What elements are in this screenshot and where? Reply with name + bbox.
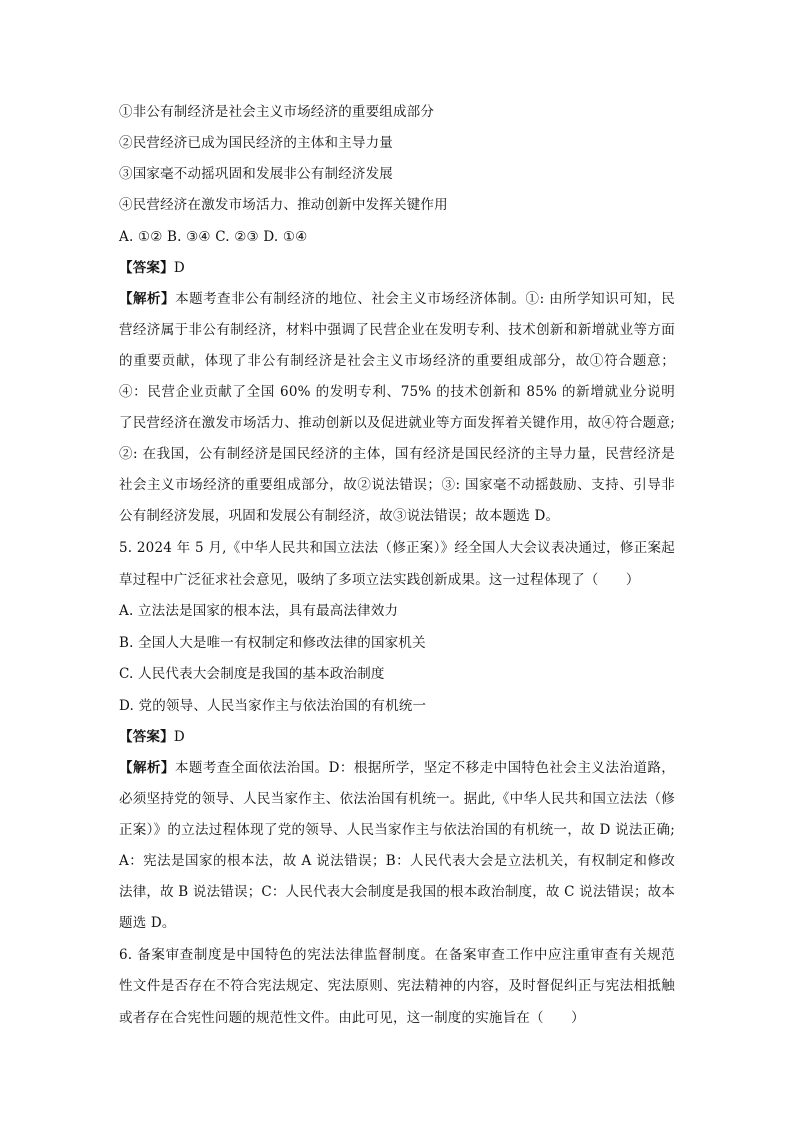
q6-stem-line-2: 性文件是否存在不符合宪法规定、宪法原则、宪法精神的内容，及时督促纠正与宪法相抵触 bbox=[119, 978, 675, 994]
q5-analysis-line-5: 法律，故 B 说法错误；C：人民代表大会制度是我国的根本政治制度，故 C 说法错误；故本 bbox=[119, 884, 676, 900]
q5-stem-line-2: 草过程中广泛征求社会意见，吸纳了多项立法实践创新成果。这一过程体现了（ ） bbox=[119, 572, 640, 588]
q4-answer bbox=[119, 258, 185, 278]
q5-analysis-line-2: 必须坚持党的领导、人民当家作主、依法治国有机统一。据此,《中华人民共和国立法法（修 bbox=[119, 791, 675, 807]
answer-tag: 【答案】 bbox=[119, 260, 174, 276]
q4-analysis-line-8: 公有制经济发展，巩固和发展公有制经济，故③说法错误；故本题选 D。 bbox=[119, 508, 560, 524]
q5-analysis-line-3: 正案）》的立法过程体现了党的领导、人民当家作主与依法治国的有机统一，故 D 说法正确; bbox=[119, 822, 675, 838]
q4-analysis-line-2: 营经济属于非公有制经济，材料中强调了民营企业在发明专利、技术创新和新增就业等方面 bbox=[119, 322, 675, 338]
q4-choices: A. ①② B. ③④ C. ②③ D. ①④ bbox=[119, 229, 308, 245]
q4-option-3: ③国家毫不动摇巩固和发展非公有制经济发展 bbox=[119, 166, 393, 182]
q4-option-2: ②民营经济已成为国民经济的主体和主导力量 bbox=[119, 135, 393, 151]
q4-option-1: ①非公有制经济是社会主义市场经济的重要组成部分 bbox=[119, 104, 435, 120]
q5-answer bbox=[119, 727, 185, 747]
q4-analysis-line-6: ②: 在我国，公有制经济是国民经济的主体，国有经济是国民经济的主导力量，民营经济是 bbox=[119, 446, 675, 462]
q4-analysis-line-1: 【解析】本题考查非公有制经济的地位、社会主义市场经济体制。①: 由所学知识可知，民 bbox=[119, 291, 675, 307]
q5-option-c: C. 人民代表大会制度是我国的基本政治制度 bbox=[119, 666, 385, 682]
q4-analysis-line-4: ④：民营企业贡献了全国 60% 的发明专利、75% 的技术创新和 85% 的新增就业分说明 bbox=[119, 384, 675, 400]
q5-stem-line-1: 5. 2024 年 5 月,《中华人民共和国立法法（修正案）》经全国人大会议表决通过，修正案起 bbox=[119, 540, 675, 556]
q6-stem-line-1: 6. 备案审查制度是中国特色的宪法法律监督制度。在备案审查工作中应注重审查有关规范 bbox=[119, 947, 675, 963]
analysis-tag: 【解析】 bbox=[119, 291, 176, 307]
q5-analysis-line-4: A：宪法是国家的根本法，故 A 说法错误；B：人民代表大会是立法机关，有权制定和修改 bbox=[119, 853, 675, 869]
q4-analysis-line-7: 社会主义市场经济的重要组成部分，故②说法错误；③: 国家毫不动摇鼓励、支持、引导非 bbox=[119, 477, 675, 493]
q5-option-b: B. 全国人大是唯一有权制定和修改法律的国家机关 bbox=[119, 635, 426, 651]
analysis-tag: 【解析】 bbox=[119, 760, 175, 776]
answer-tag: 【答案】 bbox=[119, 729, 174, 745]
q5-option-a: A. 立法法是国家的根本法，具有最高法律效力 bbox=[119, 603, 399, 619]
q6-stem-line-3: 或者存在合宪性问题的规范性文件。由此可见，这一制度的实施旨在（ ） bbox=[119, 1010, 585, 1026]
q4-option-4: ④民营经济在激发市场活力、推动创新中发挥关键作用 bbox=[119, 197, 448, 213]
answer-value: D bbox=[173, 729, 185, 745]
q5-analysis-line-6: 题选 D。 bbox=[119, 915, 176, 931]
q4-analysis-line-5: 了民营经济在激发市场活力、推动创新以及促进就业等方面发挥着关键作用，故④符合题意; bbox=[119, 415, 675, 431]
q5-option-d: D. 党的领导、人民当家作主与依法治国的有机统一 bbox=[119, 698, 427, 714]
answer-value: D bbox=[173, 260, 185, 276]
q4-analysis-line-3: 的重要贡献，体现了非公有制经济是社会主义市场经济的重要组成部分，故①符合题意； bbox=[119, 353, 675, 369]
q5-analysis-line-1: 【解析】本题考查全面依法治国。D：根据所学，坚定不移走中国特色社会主义法治道路， bbox=[119, 760, 675, 776]
